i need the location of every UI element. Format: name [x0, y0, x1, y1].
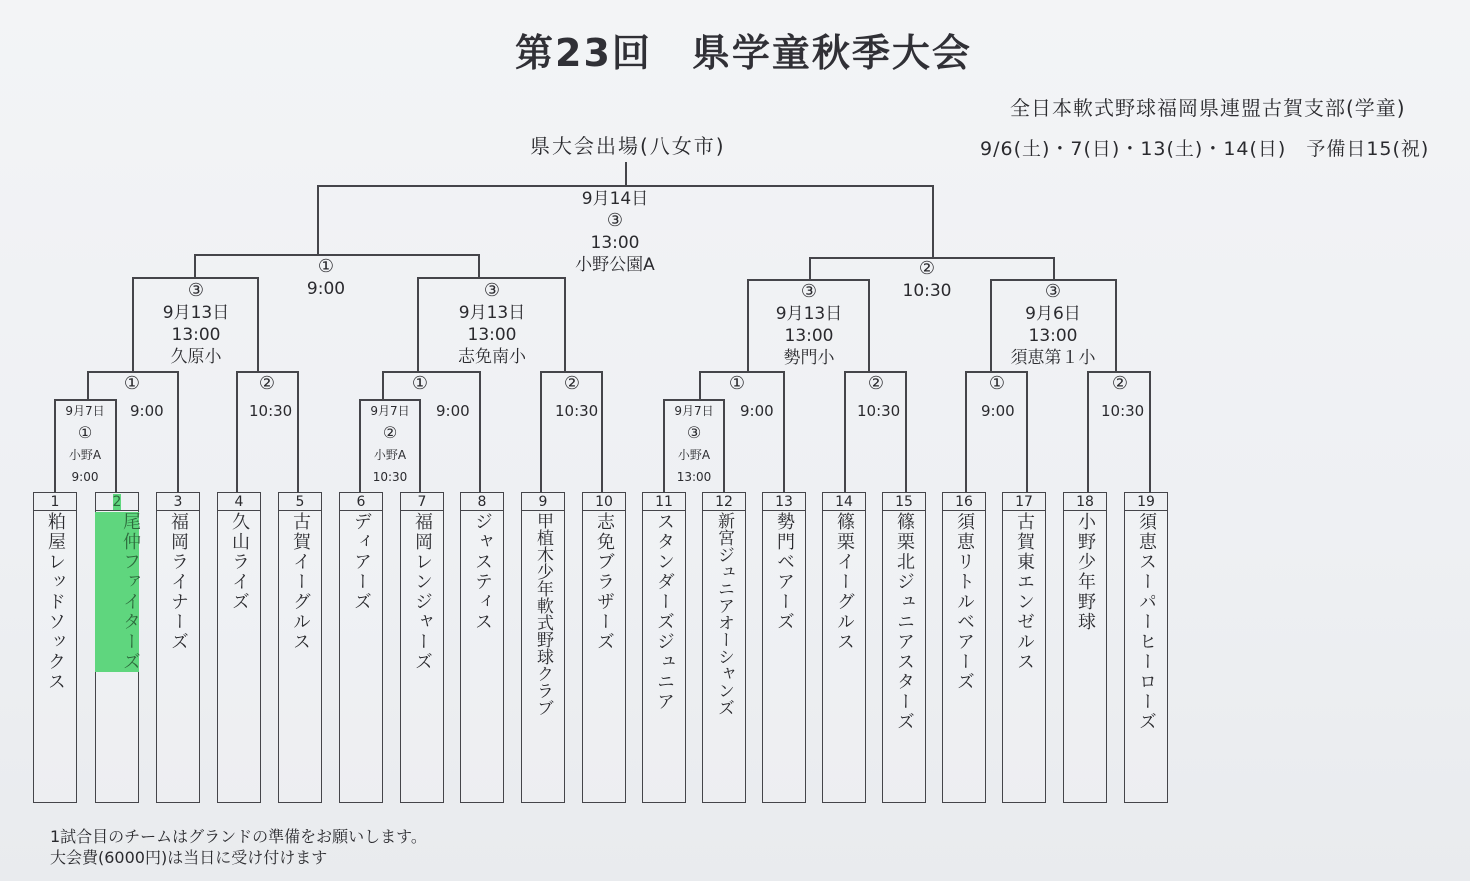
qf2-time: 13:00	[467, 325, 517, 345]
team-name: ディアーズ	[351, 512, 372, 612]
r2-1-round: ①	[123, 373, 141, 394]
team-number: 14	[822, 492, 866, 512]
page-title: 第23回 県学童秋季大会	[515, 31, 972, 75]
r2-3-round: ①	[411, 373, 429, 394]
r1-1-info	[50, 400, 120, 488]
team-name: 粕屋レッドソックス	[45, 512, 66, 692]
team-number	[95, 492, 139, 512]
r2-7-round: ①	[988, 373, 1006, 394]
r1-1-place: 小野A	[68, 448, 102, 462]
qf4-time: 13:00	[1028, 326, 1078, 346]
r2-1-time: 9:00	[130, 402, 164, 420]
team-number: 3	[156, 492, 200, 512]
r2-6-round: ②	[867, 373, 885, 394]
team-name: 須恵リトルベアーズ	[954, 512, 975, 692]
team-name: 古賀東エンゼルス	[1014, 512, 1035, 672]
final-venue-label: 県大会出場(八女市)	[530, 134, 726, 158]
team-name: 福岡レンジャーズ	[412, 512, 433, 672]
qf3-date: 9月13日	[775, 304, 843, 324]
r1-3-info	[659, 400, 729, 488]
team-number: 6	[339, 492, 383, 512]
r2-4-round: ②	[563, 373, 581, 394]
team-name: 須恵スーパーヒーローズ	[1136, 512, 1157, 732]
team-name: 志免ブラザーズ	[594, 512, 615, 652]
team-number: 12	[702, 492, 746, 512]
organizer-label: 全日本軟式野球福岡県連盟古賀支部(学童)	[1010, 96, 1406, 120]
qf2-info	[422, 280, 562, 368]
r2-7-time: 9:00	[981, 402, 1015, 420]
r1-3-time: 13:00	[676, 470, 712, 484]
semi-left-info	[256, 256, 396, 300]
team-name: スタンダーズジュニア	[654, 512, 675, 712]
final-info	[545, 188, 685, 276]
r2-5-time: 9:00	[740, 402, 774, 420]
qf1-time: 13:00	[171, 325, 221, 345]
r1-3-round: ③	[686, 423, 702, 442]
r1-2-round: ②	[382, 423, 398, 442]
qf1-info	[126, 280, 266, 368]
schedule-dates: 9/6(土)・7(日)・13(土)・14(日) 予備日15(祝)	[980, 138, 1430, 160]
team-number: 11	[642, 492, 686, 512]
team-number: 13	[762, 492, 806, 512]
team-name-highlight: 尾仲ファイターズ	[95, 512, 139, 672]
team-number: 10	[582, 492, 626, 512]
final-date: 9月14日	[581, 189, 649, 209]
team-name: 久山ライズ	[229, 512, 250, 612]
semi-right-time: 10:30	[902, 281, 952, 301]
final-time: 13:00	[590, 233, 640, 253]
team-number: 19	[1124, 492, 1168, 512]
team-number-highlight: 2	[112, 494, 122, 510]
team-name: 小野少年野球	[1075, 512, 1096, 632]
final-round: ③	[606, 210, 624, 231]
qf2-date: 9月13日	[458, 303, 526, 323]
r2-2-round: ②	[258, 373, 276, 394]
team-name: 福岡ライナーズ	[168, 512, 189, 652]
note-line: 1試合目のチームはグランドの準備をお願いします。	[50, 827, 427, 846]
team-number: 15	[882, 492, 926, 512]
team-name	[95, 512, 139, 672]
r1-2-place: 小野A	[373, 448, 407, 462]
r2-6-time: 10:30	[857, 402, 901, 420]
r2-8-round: ②	[1111, 373, 1129, 394]
team-name: 勢門ベアーズ	[774, 512, 795, 632]
semi-right-round: ②	[918, 258, 936, 279]
team-name: 甲植木少年軟式野球クラブ	[533, 512, 553, 716]
final-place: 小野公園A	[575, 255, 655, 275]
r1-1-time: 9:00	[71, 470, 99, 484]
r1-2-date: 9月7日	[370, 404, 410, 418]
r2-5-round: ①	[728, 373, 746, 394]
qf2-place: 志免南小	[458, 347, 526, 367]
team-number: 5	[278, 492, 322, 512]
team-number: 7	[400, 492, 444, 512]
qf3-info	[739, 281, 879, 369]
team-name: ジャスティス	[472, 512, 493, 632]
team-name: 篠栗イーグルス	[834, 512, 855, 652]
qf4-info	[983, 281, 1123, 369]
r1-2-info	[355, 400, 425, 488]
r1-3-date: 9月7日	[674, 404, 714, 418]
note-line: 大会費(6000円)は当日に受け付けます	[50, 848, 328, 867]
team-number: 8	[460, 492, 504, 512]
r2-2-time: 10:30	[249, 402, 293, 420]
team-number: 1	[33, 492, 77, 512]
qf2-round: ③	[483, 280, 501, 301]
r1-1-date: 9月7日	[65, 404, 105, 418]
team-name: 新宮ジュニアオーシャンズ	[714, 512, 734, 716]
r2-3-time: 9:00	[436, 402, 470, 420]
qf4-date: 9月6日	[1025, 304, 1081, 324]
r1-3-place: 小野A	[677, 448, 711, 462]
qf1-round: ③	[187, 280, 205, 301]
team-number: 18	[1063, 492, 1107, 512]
r1-2-time: 10:30	[372, 470, 408, 484]
qf3-round: ③	[800, 281, 818, 302]
qf3-place: 勢門小	[783, 348, 835, 368]
qf1-date: 9月13日	[162, 303, 230, 323]
semi-left-time: 9:00	[306, 279, 346, 299]
r2-8-time: 10:30	[1101, 402, 1145, 420]
qf3-time: 13:00	[784, 326, 834, 346]
r1-1-round: ①	[77, 423, 93, 442]
team-name: 篠栗北ジュニアスターズ	[894, 512, 915, 732]
notes	[50, 826, 427, 868]
qf1-place: 久原小	[170, 347, 222, 367]
qf4-place: 須恵第１小	[1010, 348, 1096, 368]
team-number: 9	[521, 492, 565, 512]
qf4-round: ③	[1044, 281, 1062, 302]
semi-left-round: ①	[317, 256, 335, 277]
team-number: 16	[942, 492, 986, 512]
team-number: 4	[217, 492, 261, 512]
r2-4-time: 10:30	[555, 402, 599, 420]
team-number: 17	[1002, 492, 1046, 512]
team-name: 古賀イーグルス	[290, 512, 311, 652]
